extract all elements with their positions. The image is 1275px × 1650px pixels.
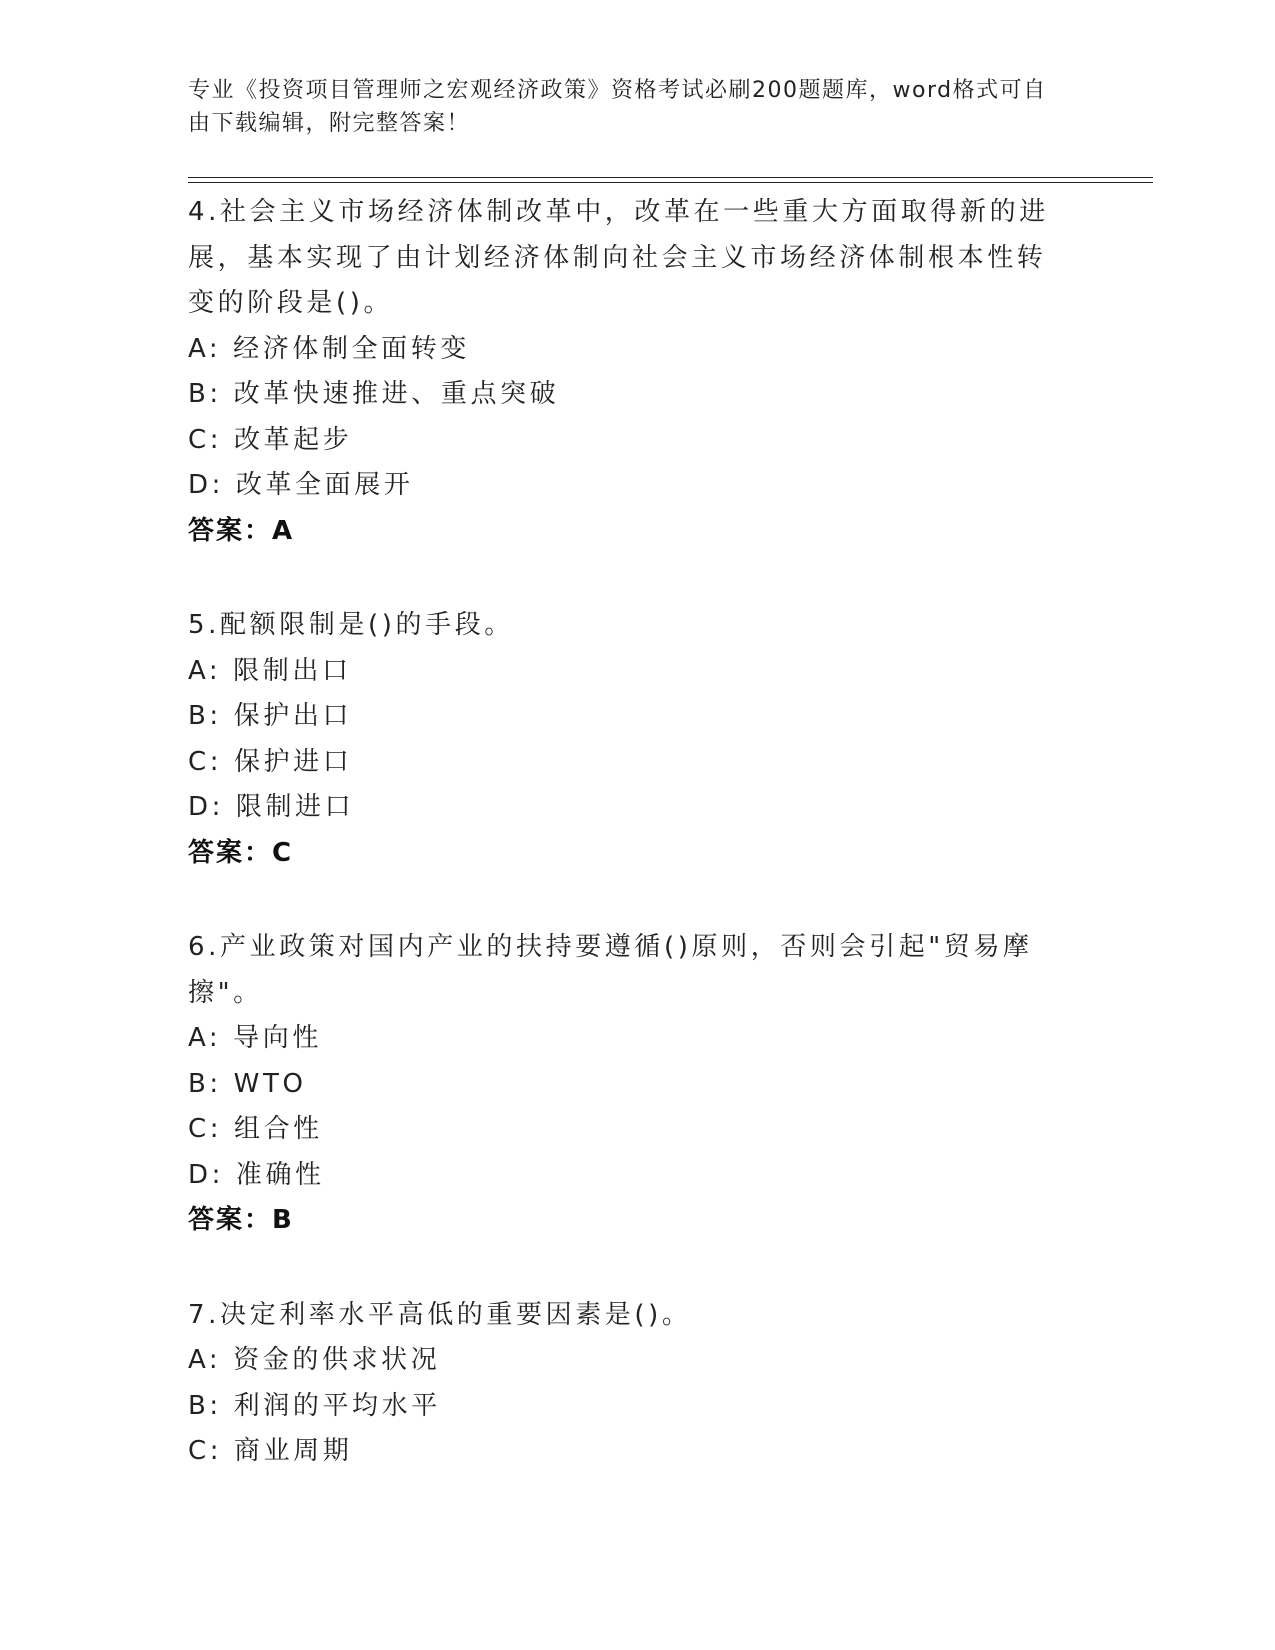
answer-label: 答案：C [188, 837, 294, 868]
option-a: A: 资金的供求状况 [188, 1345, 441, 1375]
header-divider-bottom [188, 182, 1153, 183]
option-b: B: WTO [188, 1068, 307, 1099]
question-stem: 4.社会主义市场经济体制改革中，改革在一些重大方面取得新的进展，基本实现了由计划经济体制向社会主义市场经济体制根本性转变的阶段是()。 [188, 197, 1049, 318]
answer-label: 答案：A [188, 515, 295, 546]
question-7 [188, 1293, 1068, 1475]
option-c: C: 保护进口 [188, 746, 353, 777]
document-header: 专业《投资项目管理师之宏观经济政策》资格考试必刷200题题库，word格式可自由下载编辑，附完整答案！ [188, 78, 1047, 136]
header-divider-top [188, 177, 1153, 178]
option-b: B: 改革快速推进、重点突破 [188, 379, 560, 409]
question-6 [188, 925, 1068, 1244]
option-d: D: 限制进口 [188, 792, 355, 822]
option-b: B: 利润的平均水平 [188, 1390, 441, 1421]
question-stem: 7.决定利率水平高低的重要因素是()。 [188, 1299, 692, 1330]
option-a: A: 导向性 [188, 1023, 322, 1053]
option-c: C: 商业周期 [188, 1436, 353, 1466]
option-a: A: 经济体制全面转变 [188, 333, 470, 364]
option-d: D: 改革全面展开 [188, 470, 414, 500]
question-5 [188, 603, 1068, 876]
question-stem: 6.产业政策对国内产业的扶持要遵循()原则，否则会引起"贸易摩擦"。 [188, 932, 1033, 1008]
question-4 [188, 190, 1068, 554]
option-d: D: 准确性 [188, 1159, 325, 1190]
option-c: C: 改革起步 [188, 424, 353, 455]
question-list [188, 190, 1068, 1524]
option-b: B: 保护出口 [188, 701, 353, 731]
option-a: A: 限制出口 [188, 655, 352, 686]
option-c: C: 组合性 [188, 1114, 323, 1144]
answer-label: 答案：B [188, 1205, 294, 1235]
question-stem: 5.配额限制是()的手段。 [188, 610, 514, 640]
